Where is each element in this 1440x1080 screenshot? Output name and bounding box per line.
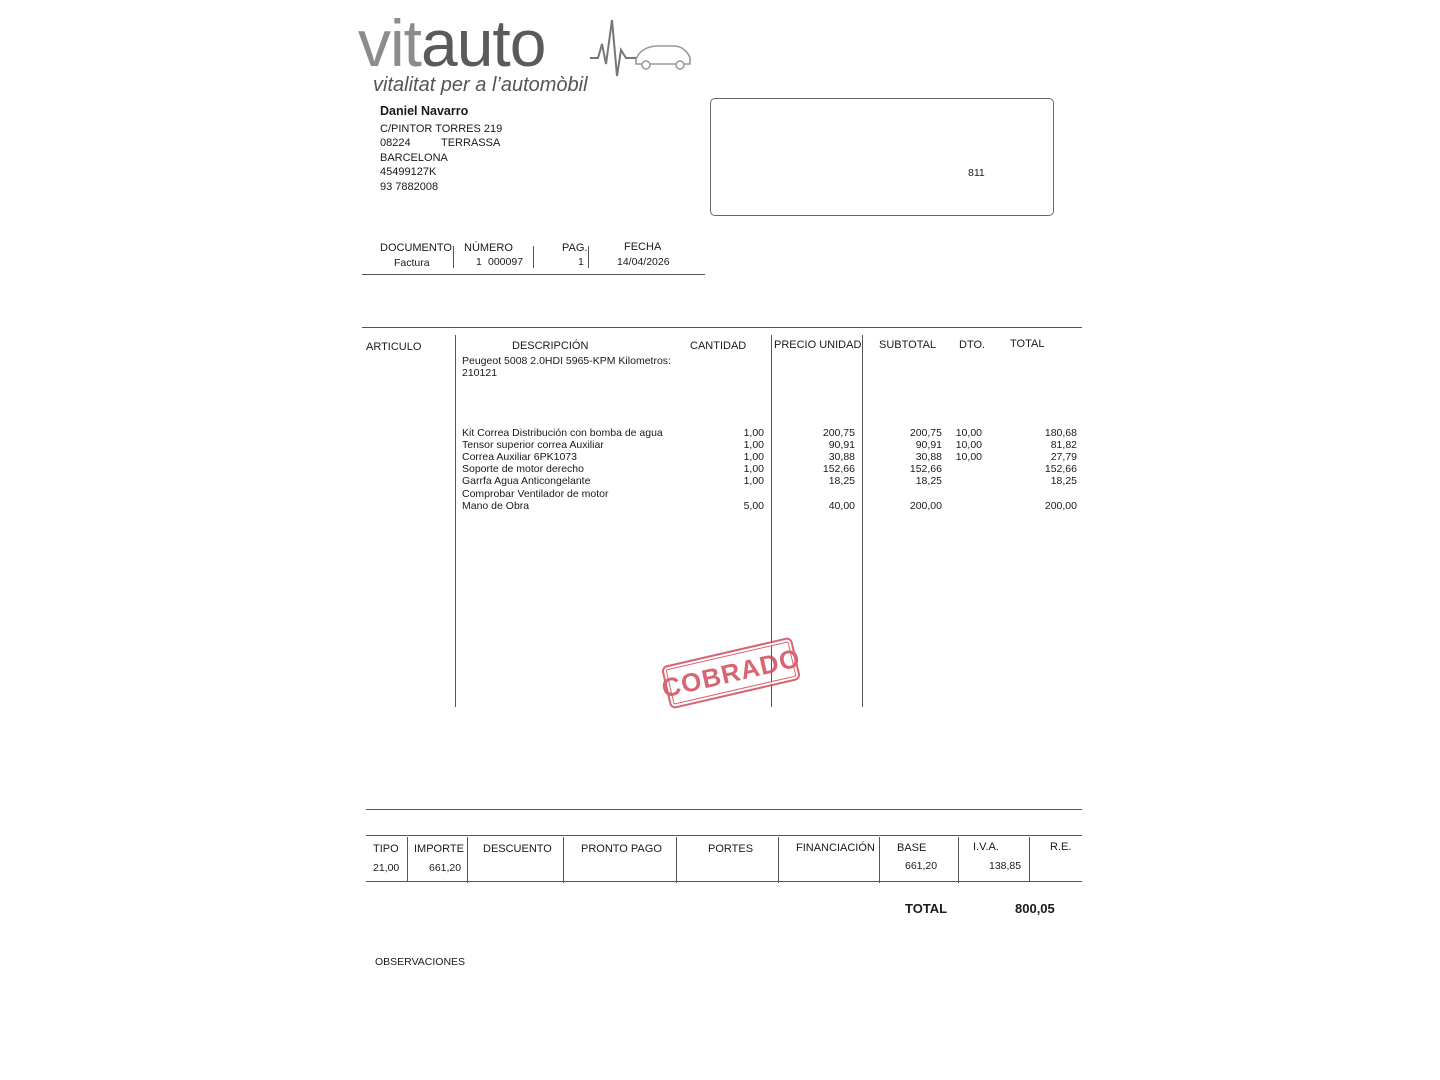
- item-unit-price: 152,66: [822, 463, 855, 475]
- vehicle-kilometers: 210121: [462, 367, 498, 379]
- item-quantity: 1,00: [743, 427, 764, 439]
- col-precio-unidad: PRECIO UNIDAD: [774, 339, 862, 351]
- item-description: Mano de Obra: [462, 500, 530, 512]
- item-quantity: 1,00: [743, 451, 764, 463]
- item-subtotal: 30,88: [915, 451, 942, 463]
- recipient-code: 811: [968, 167, 985, 179]
- item-description: Kit Correa Distribución con bomba de agua: [462, 427, 663, 439]
- col-dto: DTO.: [959, 339, 986, 351]
- summary-pronto-pago-label: PRONTO PAGO: [581, 843, 662, 855]
- label-fecha: FECHA: [624, 241, 662, 253]
- summary-divider: [958, 837, 959, 883]
- item-description: Garrfa Agua Anticongelante: [462, 475, 591, 487]
- item-unit-price: 200,75: [822, 427, 855, 439]
- divider: [588, 246, 589, 268]
- summary-re-label: R.E.: [1050, 841, 1072, 853]
- summary-base-label: BASE: [897, 842, 927, 854]
- item-unit-price: 18,25: [828, 475, 855, 487]
- summary-descuento-label: DESCUENTO: [483, 843, 552, 855]
- item-total: 81,82: [1050, 439, 1077, 451]
- summary-divider: [407, 837, 408, 881]
- summary-tipo-label: TIPO: [373, 843, 399, 855]
- label-numero: NÚMERO: [464, 242, 513, 254]
- vehicle-description: Peugeot 5008 2.0HDI 5965-KPM Kilometros:: [462, 355, 671, 367]
- summary-divider: [676, 837, 677, 883]
- col-articulo: ARTICULO: [366, 341, 422, 353]
- summary-top-rule: [366, 835, 1082, 836]
- paid-stamp: COBRADO: [661, 636, 801, 709]
- item-quantity: 1,00: [743, 463, 764, 475]
- item-unit-price: 30,88: [828, 451, 855, 463]
- client-name: Daniel Navarro: [380, 104, 469, 118]
- item-subtotal: 200,00: [909, 500, 942, 512]
- item-unit-price: 90,91: [828, 439, 855, 451]
- column-divider: [862, 335, 863, 707]
- item-quantity: 1,00: [743, 475, 764, 487]
- label-pag: PAG.: [562, 242, 588, 254]
- summary-tipo-value: 21,00: [373, 862, 400, 874]
- summary-divider: [467, 837, 468, 883]
- value-serie: 1: [476, 256, 482, 268]
- heartbeat-car-icon: [590, 14, 695, 82]
- item-subtotal: 152,66: [909, 463, 942, 475]
- item-subtotal: 18,25: [915, 475, 942, 487]
- summary-divider: [778, 837, 779, 883]
- col-subtotal: SUBTOTAL: [879, 339, 937, 351]
- item-quantity: 5,00: [743, 500, 764, 512]
- item-description: Correa Auxiliar 6PK1073: [462, 451, 577, 463]
- recipient-address-box: [710, 98, 1054, 216]
- summary-base-value: 661,20: [905, 860, 938, 872]
- item-total: 180,68: [1044, 427, 1077, 439]
- col-total: TOTAL: [1010, 338, 1045, 350]
- item-subtotal: 200,75: [909, 427, 942, 439]
- col-cantidad: CANTIDAD: [690, 340, 747, 352]
- item-unit-price: 40,00: [828, 500, 855, 512]
- summary-divider: [1029, 837, 1030, 881]
- summary-importe-value: 661,20: [429, 862, 462, 874]
- logo-wordmark: vitauto: [358, 6, 546, 80]
- item-discount: 10,00: [955, 439, 982, 451]
- item-discount: 10,00: [955, 427, 982, 439]
- value-documento: Factura: [394, 257, 430, 269]
- item-total: 152,66: [1044, 463, 1077, 475]
- client-phone: 93 7882008: [380, 181, 439, 193]
- table-top-rule: [362, 327, 1082, 328]
- client-tax-id: 45499127K: [380, 166, 437, 178]
- item-quantity: 1,00: [743, 439, 764, 451]
- item-description: Comprobar Ventilador de motor: [462, 488, 609, 500]
- total-value: 800,05: [1015, 901, 1055, 916]
- summary-financiacion-label: FINANCIACIÓN: [796, 842, 875, 854]
- value-pag: 1: [578, 256, 584, 268]
- item-discount: 10,00: [955, 451, 982, 463]
- client-postal-code: 08224: [380, 137, 411, 149]
- summary-bottom-rule: [366, 881, 1082, 882]
- item-subtotal: 90,91: [915, 439, 942, 451]
- summary-iva-label: I.V.A.: [973, 841, 999, 853]
- item-description: Tensor superior correa Auxiliar: [462, 439, 604, 451]
- total-label: TOTAL: [905, 901, 948, 916]
- item-total: 18,25: [1050, 475, 1077, 487]
- item-total: 200,00: [1044, 500, 1077, 512]
- value-fecha: 14/04/2026: [617, 256, 670, 268]
- item-total: 27,79: [1050, 451, 1077, 463]
- value-numero: 000097: [488, 256, 524, 268]
- summary-divider: [879, 837, 880, 883]
- divider: [362, 274, 705, 275]
- column-divider: [455, 335, 456, 707]
- label-documento: DOCUMENTO: [380, 242, 452, 254]
- item-description: Soporte de motor derecho: [462, 463, 584, 475]
- summary-importe-label: IMPORTE: [414, 843, 464, 855]
- summary-divider: [563, 837, 564, 883]
- col-descripcion: DESCRIPCIÓN: [512, 340, 589, 352]
- summary-portes-label: PORTES: [708, 843, 754, 855]
- observaciones-label: OBSERVACIONES: [375, 956, 466, 968]
- divider: [453, 246, 454, 268]
- logo-tagline: vitalitat per a l’automòbil: [373, 74, 588, 96]
- summary-iva-value: 138,85: [989, 860, 1022, 872]
- client-province: BARCELONA: [380, 152, 448, 164]
- divider: [533, 246, 534, 268]
- client-address: C/PINTOR TORRES 219: [380, 123, 503, 135]
- client-city: TERRASSA: [441, 137, 501, 149]
- table-bottom-rule: [366, 809, 1082, 810]
